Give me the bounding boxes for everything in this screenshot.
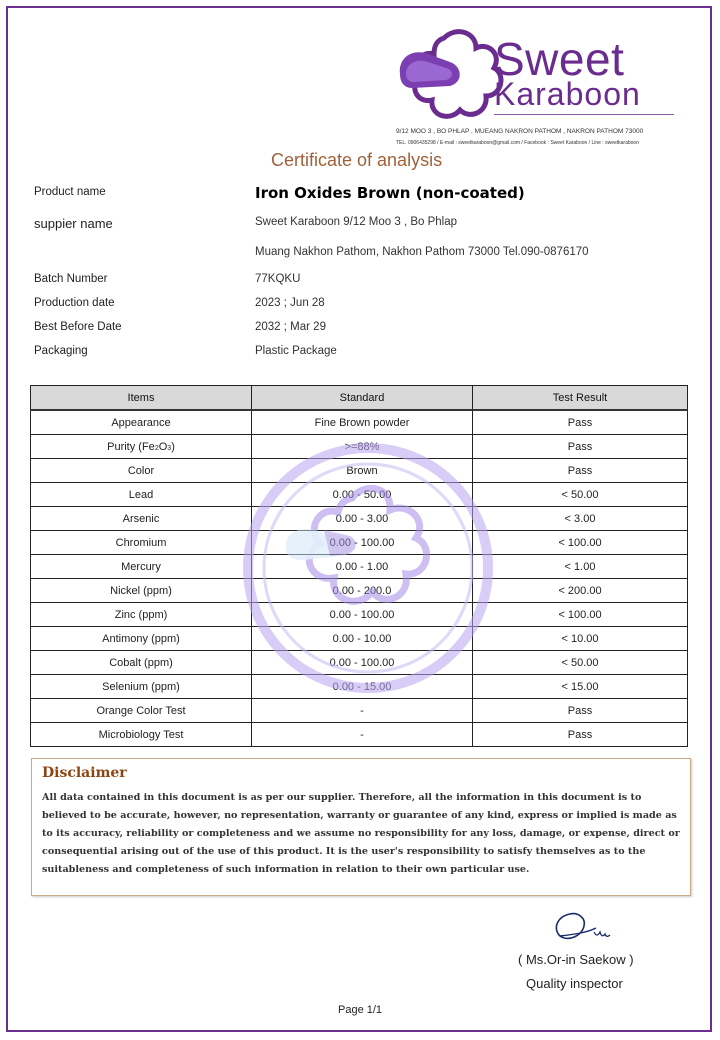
- item-subscript-2: 3: [167, 444, 172, 452]
- standard-cell: -: [252, 723, 473, 747]
- result-cell: Pass: [473, 723, 688, 747]
- result-cell: < 50.00: [473, 651, 688, 675]
- item-cell: Nickel (ppm): [31, 579, 252, 603]
- item-cell: Selenium (ppm): [31, 675, 252, 699]
- result-cell: Pass: [473, 699, 688, 723]
- signatory-name: ( Ms.Or-in Saekow ): [518, 952, 634, 967]
- result-cell: < 3.00: [473, 507, 688, 531]
- company-contact: TEL. 0906435298 / E-mail : sweetkaraboon@gmail.com / Facebook : Sweet Karaboon / Line : sweetkaraboon: [396, 140, 639, 146]
- table-row: [31, 459, 688, 483]
- result-cell: < 100.00: [473, 531, 688, 555]
- item-cell: Mercury: [31, 555, 252, 579]
- result-cell: Pass: [473, 435, 688, 459]
- standard-cell: 0.00 - 200.0: [252, 579, 473, 603]
- standard-cell: 0.00 - 50.00: [252, 483, 473, 507]
- result-cell: Pass: [473, 459, 688, 483]
- production-date-value: 2023 ; Jun 28: [255, 297, 325, 309]
- table-row: [31, 699, 688, 723]
- batch-number-label: Batch Number: [34, 273, 108, 285]
- header-items: Items: [31, 386, 252, 411]
- table-header-row: [31, 386, 688, 411]
- item-cell: [31, 435, 252, 459]
- standard-cell: 0.00 - 100.00: [252, 651, 473, 675]
- document-title: Certificate of analysis: [271, 150, 443, 170]
- page-number: Page 1/1: [338, 1004, 383, 1016]
- table-row: [31, 579, 688, 603]
- item-text-mid: O: [158, 440, 168, 453]
- table-row: [31, 651, 688, 675]
- result-cell: < 200.00: [473, 579, 688, 603]
- item-cell: Chromium: [31, 531, 252, 555]
- standard-cell: 0.00 - 100.00: [252, 603, 473, 627]
- packaging-value: Plastic Package: [255, 345, 337, 357]
- handwritten-signature: [548, 906, 618, 946]
- result-cell: < 100.00: [473, 603, 688, 627]
- table-row: [31, 483, 688, 507]
- standard-cell: 0.00 - 10.00: [252, 627, 473, 651]
- item-text-end: ): [171, 440, 175, 453]
- brand-name-line2: Karaboon: [494, 76, 641, 112]
- item-subscript: 2: [154, 444, 159, 452]
- disclaimer-text: All data contained in this document is as per our supplier. Therefore, all the information in this document is to believed to be accurate, however, no representation, warranty or guarantee of any kind, express or implied is made as to its accuracy, reliability or completeness and we assume no responsibility for any loss, damage, or expense, direct or consequential arising out of the use of this product. It is the user's responsibility to satisfy themselves as to the suitableness and completeness of such information in relation to their own particular use.: [42, 792, 680, 875]
- standard-cell: >=88%: [252, 435, 473, 459]
- batch-number-value: 77KQKU: [255, 273, 301, 285]
- table-row: [31, 435, 688, 459]
- table-row: [31, 410, 688, 435]
- table-row: [31, 603, 688, 627]
- best-before-value: 2032 ; Mar 29: [255, 321, 326, 333]
- item-cell: Zinc (ppm): [31, 603, 252, 627]
- standard-cell: 0.00 - 3.00: [252, 507, 473, 531]
- header-standard: Standard: [252, 386, 473, 411]
- company-address: 9/12 MOO 3 , BO PHLAP , MUEANG NAKRON PATHOM , NAKRON PATHOM 73000: [396, 128, 644, 135]
- item-cell: Cobalt (ppm): [31, 651, 252, 675]
- table-row: [31, 507, 688, 531]
- standard-cell: 0.00 - 1.00: [252, 555, 473, 579]
- standard-cell: -: [252, 699, 473, 723]
- table-row: [31, 555, 688, 579]
- item-cell: Lead: [31, 483, 252, 507]
- production-date-label: Production date: [34, 297, 115, 309]
- supplier-address-line2: Muang Nakhon Pathom, Nakhon Pathom 73000 Tel.090-0876170: [255, 246, 589, 258]
- result-cell: < 15.00: [473, 675, 688, 699]
- result-cell: < 10.00: [473, 627, 688, 651]
- item-cell: Color: [31, 459, 252, 483]
- item-cell: Appearance: [31, 410, 252, 435]
- item-cell: Microbiology Test: [31, 723, 252, 747]
- item-cell: Arsenic: [31, 507, 252, 531]
- result-cell: < 50.00: [473, 483, 688, 507]
- table-row: [31, 627, 688, 651]
- disclaimer-box: [31, 758, 691, 896]
- signatory-role: Quality inspector: [526, 976, 623, 991]
- header-test-result: Test Result: [473, 386, 688, 411]
- item-cell: Antimony (ppm): [31, 627, 252, 651]
- standard-cell: Fine Brown powder: [252, 410, 473, 435]
- analysis-results-table: [30, 385, 688, 747]
- result-cell: < 1.00: [473, 555, 688, 579]
- table-row: [31, 723, 688, 747]
- brand-divider: [494, 114, 674, 115]
- disclaimer-title: Disclaimer: [42, 765, 127, 781]
- result-cell: Pass: [473, 410, 688, 435]
- flower-logo-mark: [400, 32, 501, 117]
- product-name-value: Iron Oxides Brown (non-coated): [255, 184, 525, 202]
- standard-cell: 0.00 - 15.00: [252, 675, 473, 699]
- table-row: [31, 531, 688, 555]
- product-name-label: Product name: [34, 186, 106, 198]
- item-cell: Orange Color Test: [31, 699, 252, 723]
- brand-name-line1: Sweet: [494, 33, 625, 85]
- standard-cell: Brown: [252, 459, 473, 483]
- supplier-address-line1: Sweet Karaboon 9/12 Moo 3 , Bo Phlap: [255, 216, 458, 228]
- supplier-name-label: suppier name: [34, 216, 113, 231]
- standard-cell: 0.00 - 100.00: [252, 531, 473, 555]
- table-row: [31, 675, 688, 699]
- best-before-label: Best Before Date: [34, 321, 122, 333]
- packaging-label: Packaging: [34, 345, 88, 357]
- item-text: Purity (Fe: [107, 440, 155, 453]
